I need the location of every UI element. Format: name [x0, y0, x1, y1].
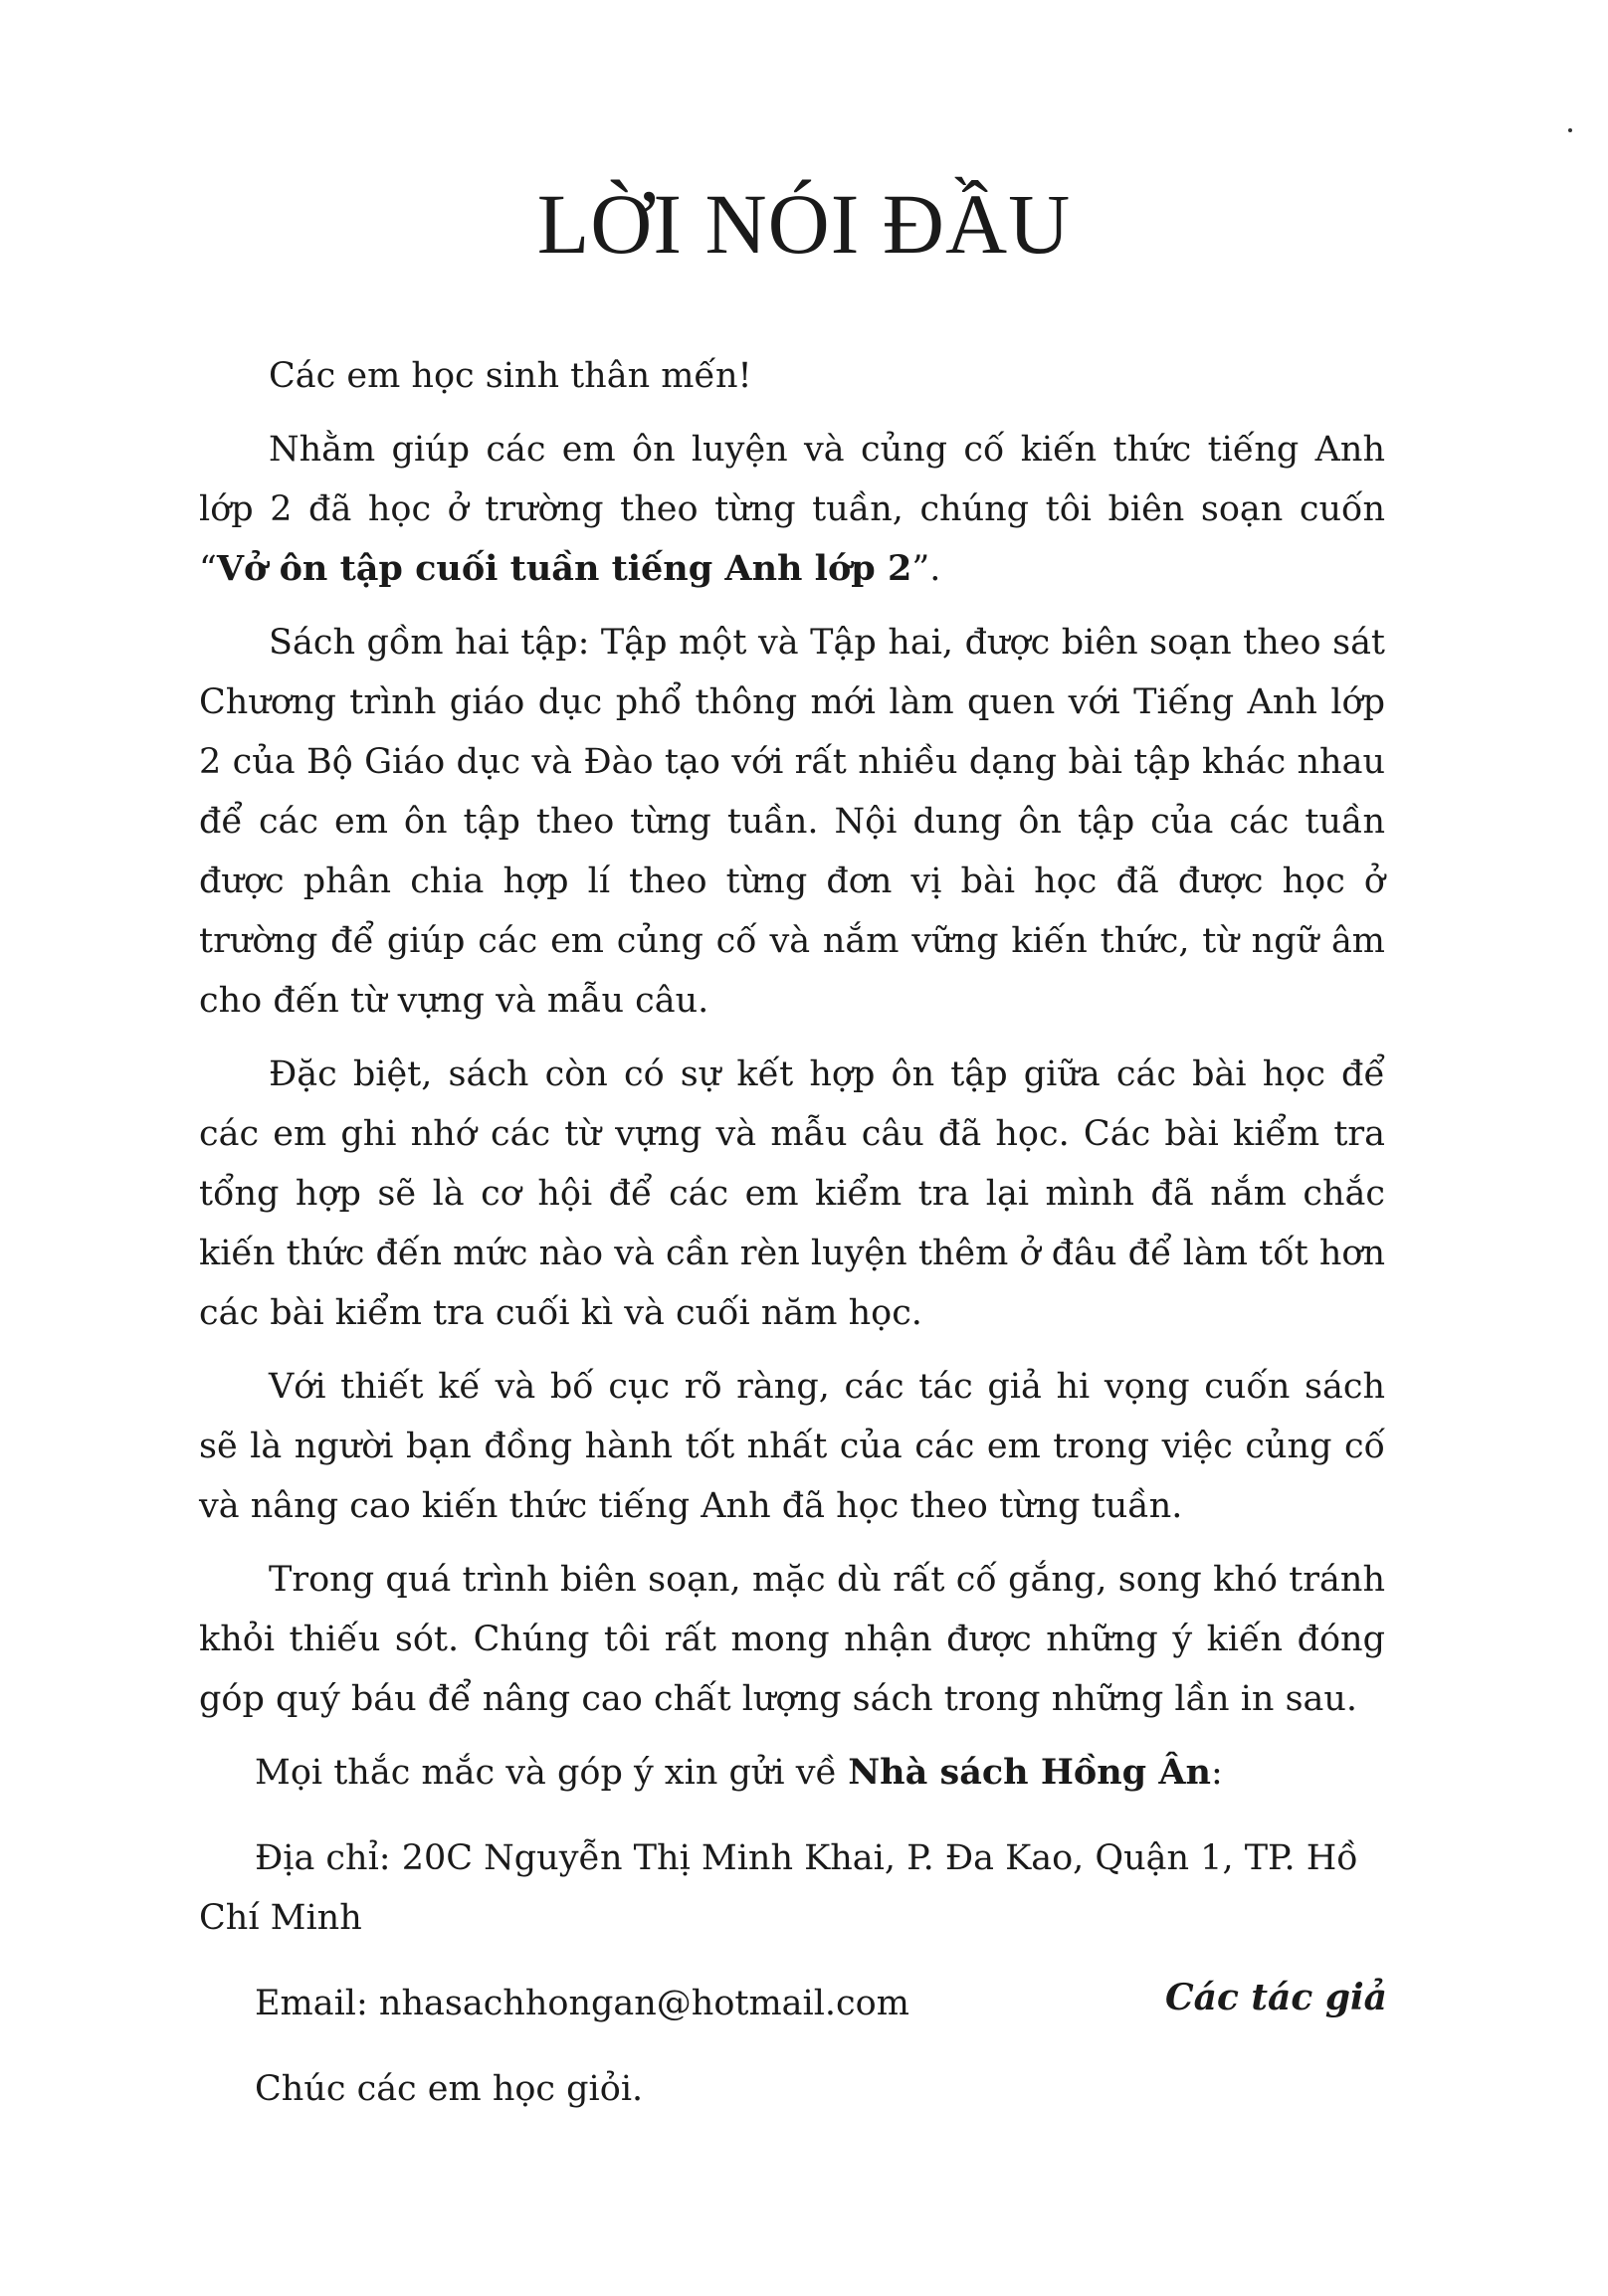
signature: Các tác giả [1164, 1977, 1387, 2018]
paragraph-2: Sách gồm hai tập: Tập một và Tập hai, được biên soạn theo sát Chương trình giáo dục phổ thông mới làm quen với Tiếng Anh lớp 2 của Bộ Giáo dục và Đào tạo với rất nhiều dạng bài tập khác nhau để các em ôn tập theo từng tuần. Nội dung ôn tập của các tuần được phân chia hợp lí theo từng đơn vị bài học đã được học ở trường để giúp các em củng cố và nắm vững kiến thức, từ ngữ âm cho đến từ vựng và mẫu câu. [199, 623, 1385, 1021]
contact-address: Địa chỉ: 20C Nguyễn Thị Minh Khai, P. Đa Kao, Quận 1, TP. Hồ Chí Minh [199, 1838, 1358, 1938]
page-title: LỜI NÓI ĐẦU [536, 176, 1072, 272]
document-body [199, 346, 1385, 2145]
paragraph-3: Đặc biệt, sách còn có sự kết hợp ôn tập giữa các bài học để các em ghi nhớ các từ vựng và mẫu câu đã học. Các bài kiểm tra tổng hợp sẽ là cơ hội để các em kiểm tra lại mình đã nắm chắc kiến thức đến mức nào và cần rèn luyện thêm ở đâu để làm tốt hơn các bài kiểm tra cuối kì và cuối năm học. [199, 1054, 1385, 1333]
contact-email: Email: nhasachhongan@hotmail.com [255, 1984, 909, 2023]
paragraph-4: Với thiết kế và bố cục rõ ràng, các tác giả hi vọng cuốn sách sẽ là người bạn đồng hành tốt nhất của các em trong việc củng cố và nâng cao kiến thức tiếng Anh đã học theo từng tuần. [199, 1367, 1385, 1526]
book-title: Vở ôn tập cuối tuần tiếng Anh lớp 2 [216, 548, 912, 589]
closing-line: Chúc các em học giỏi. [255, 2069, 644, 2109]
publisher-name: Nhà sách Hồng Ân [848, 1752, 1211, 1793]
paragraph-1-text-b: ”. [911, 549, 941, 589]
contact-intro [199, 1743, 1385, 1803]
paragraph-1-text-a: Nhằm giúp các em ôn luyện và củng cố kiến thức tiếng Anh lớp 2 đã học ở trường theo từng tuần, chúng tôi biên soạn cuốn “ [199, 430, 1385, 589]
greeting: Các em học sinh thân mến! [269, 356, 752, 396]
paragraph-1 [199, 420, 1385, 599]
contact-colon: : [1210, 1753, 1223, 1793]
contact-intro-text: Mọi thắc mắc và góp ý xin gửi về [255, 1753, 849, 1793]
paragraph-5: Trong quá trình biên soạn, mặc dù rất cố gắng, song khó tránh khỏi thiếu sót. Chúng tôi rất mong nhận được những ý kiến đóng góp quý báu để nâng cao chất lượng sách trong những lần in sau. [199, 1560, 1385, 1719]
scan-speck [1568, 128, 1572, 132]
